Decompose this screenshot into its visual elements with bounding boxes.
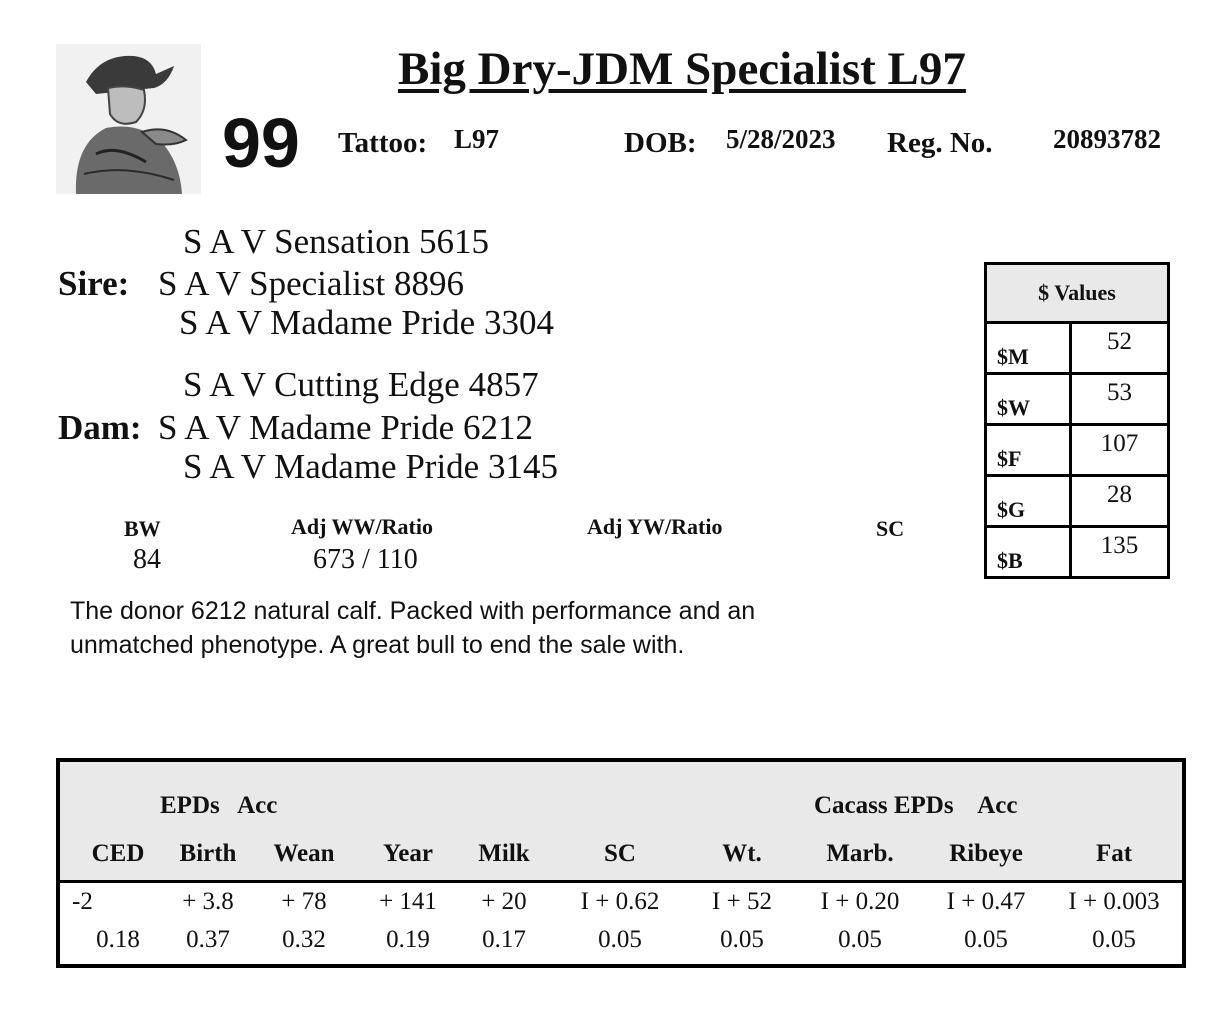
- epd-value: I + 0.003: [1068, 888, 1160, 915]
- dollar-value-row: [986, 374, 1169, 425]
- epd-column-header: Milk: [478, 840, 530, 867]
- epd-accuracy: 0.37: [186, 926, 230, 953]
- dollar-value: 135: [1071, 527, 1169, 578]
- carcass-group-label: Cacass EPDs Acc: [814, 792, 1018, 819]
- epd-column-header: Year: [383, 840, 433, 867]
- epd-accuracy: 0.05: [720, 926, 764, 953]
- epd-accuracy: 0.05: [598, 926, 642, 953]
- epd-value: + 141: [379, 888, 437, 915]
- epd-value: I + 0.47: [946, 888, 1026, 915]
- dollar-value-row: [986, 527, 1169, 578]
- epd-accuracy: 0.05: [1092, 926, 1136, 953]
- epd-value: + 3.8: [182, 888, 234, 915]
- yw-label: Adj YW/Ratio: [587, 514, 723, 539]
- epd-accuracy: 0.32: [282, 926, 326, 953]
- dollar-key: $W: [986, 374, 1071, 425]
- dollar-key: $F: [986, 425, 1071, 476]
- tattoo-label: Tattoo:: [338, 127, 428, 159]
- dollar-value: 52: [1071, 323, 1169, 374]
- sire-name: S A V Specialist 8896: [158, 264, 464, 303]
- animal-name: Big Dry-JDM Specialist L97: [398, 43, 966, 95]
- dollar-value-row: [986, 323, 1169, 374]
- dollar-values-table: [984, 262, 1170, 579]
- dob-value: 5/28/2023: [726, 124, 836, 154]
- epd-accuracy: 0.05: [964, 926, 1008, 953]
- dollar-key: $M: [986, 323, 1071, 374]
- dollar-key: $G: [986, 476, 1071, 527]
- epd-column-header: CED: [91, 840, 145, 867]
- dollar-value: 53: [1071, 374, 1169, 425]
- lot-number: 99: [222, 104, 300, 182]
- cowboy-logo: [56, 44, 201, 194]
- epd-value: -2: [72, 888, 93, 915]
- dam-dam: S A V Madame Pride 3145: [183, 447, 558, 486]
- sire-label: Sire:: [58, 264, 130, 303]
- dam-sire: S A V Cutting Edge 4857: [183, 365, 539, 404]
- reg-value: 20893782: [1053, 124, 1161, 154]
- epd-column-header: SC: [604, 840, 636, 867]
- epd-value: I + 0.20: [820, 888, 900, 915]
- tattoo-value: L97: [454, 124, 500, 154]
- epd-column-header: Fat: [1095, 840, 1133, 867]
- epd-column-header: Marb.: [826, 840, 894, 867]
- reg-label: Reg. No.: [887, 127, 993, 159]
- dollar-value-row: [986, 476, 1169, 527]
- dollar-value-row: [986, 425, 1169, 476]
- ww-label: Adj WW/Ratio: [291, 514, 433, 539]
- sire-dam: S A V Madame Pride 3304: [179, 303, 554, 342]
- epd-column-header: Birth: [179, 840, 237, 867]
- dob-label: DOB:: [624, 127, 697, 159]
- epd-group-label: EPDs Acc: [160, 792, 278, 819]
- epd-value: + 20: [481, 888, 527, 915]
- epd-accuracy: 0.18: [96, 926, 140, 953]
- sc-label: SC: [876, 516, 905, 541]
- epd-column-header: Ribeye: [949, 840, 1023, 867]
- epd-column-header: Wean: [273, 840, 335, 867]
- dollar-value: 28: [1071, 476, 1169, 527]
- epd-accuracy: 0.17: [482, 926, 526, 953]
- lot-description: The donor 6212 natural calf. Packed with performance and an unmatched phenotype. A great bull to end the sale with.: [70, 597, 756, 659]
- bw-label: BW: [124, 516, 161, 541]
- epd-accuracy: 0.05: [838, 926, 882, 953]
- ww-value: 673 / 110: [313, 544, 418, 575]
- epd-value: + 78: [281, 888, 327, 915]
- dam-label: Dam:: [58, 408, 142, 447]
- epd-value: I + 0.62: [580, 888, 660, 915]
- dollar-values-title: $ Values: [986, 264, 1169, 323]
- dollar-value: 107: [1071, 425, 1169, 476]
- bw-value: 84: [133, 544, 161, 575]
- epd-accuracy: 0.19: [386, 926, 430, 953]
- epd-column-header: Wt.: [722, 840, 762, 867]
- dollar-key: $B: [986, 527, 1071, 578]
- epd-table: [56, 758, 1186, 968]
- dam-name: S A V Madame Pride 6212: [158, 408, 533, 447]
- sire-sire: S A V Sensation 5615: [183, 222, 489, 261]
- epd-value: I + 52: [712, 888, 772, 915]
